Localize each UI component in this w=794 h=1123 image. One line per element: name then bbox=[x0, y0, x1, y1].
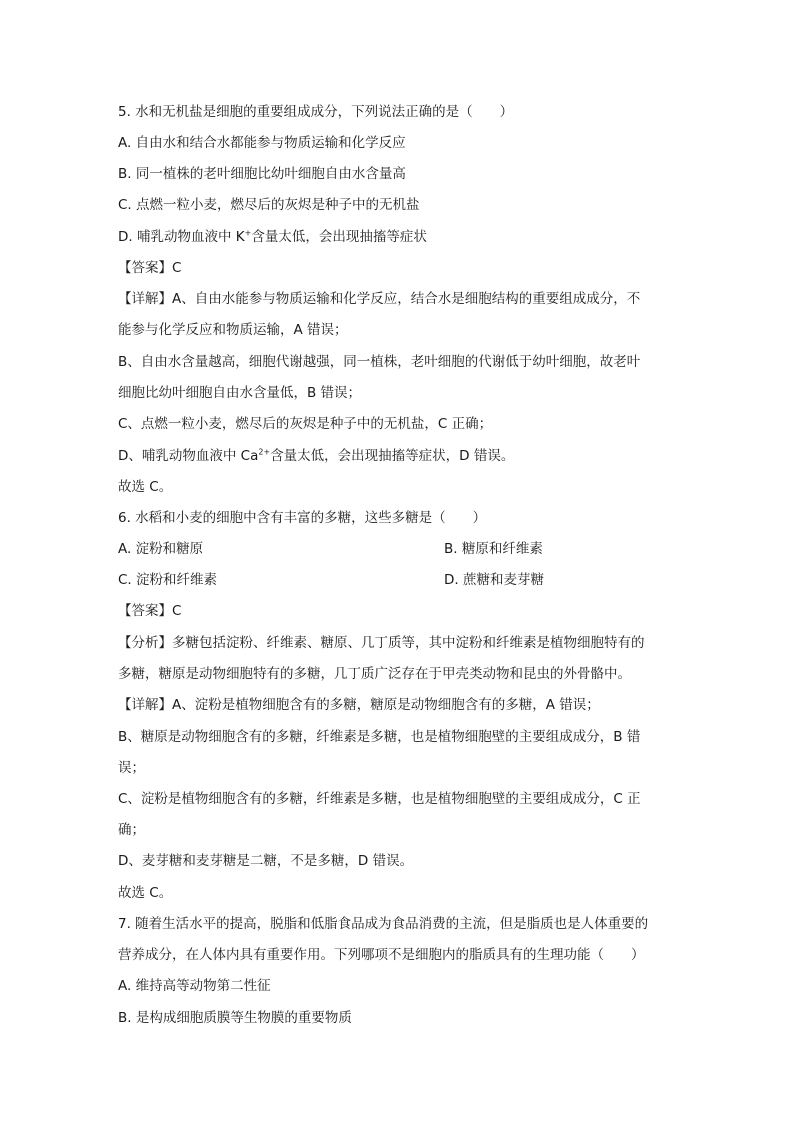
question-6-option-a: A. 淀粉和糖原 bbox=[118, 541, 204, 557]
question-6-explain-line-5: 确； bbox=[118, 822, 145, 838]
option-d-text-post: 含量太低，会出现抽搐等症状 bbox=[251, 229, 427, 245]
question-5-explain-line-4: 细胞比幼叶细胞自由水含量低，B 错误； bbox=[118, 385, 362, 401]
question-6-explain-line-4: C、淀粉是植物细胞含有的多糖，纤维素是多糖，也是植物细胞壁的主要组成成分，C 正 bbox=[118, 791, 641, 807]
question-6-option-c: C. 淀粉和纤维素 bbox=[118, 572, 218, 588]
question-7-option-b: B. 是构成细胞质膜等生物膜的重要物质 bbox=[118, 1010, 352, 1026]
question-5-explain-line-5: C、点燃一粒小麦，燃尽后的灰烬是种子中的无机盐，C 正确； bbox=[118, 416, 493, 432]
question-5-explain-line-6 bbox=[118, 447, 514, 465]
question-5-option-d bbox=[118, 228, 427, 246]
question-5-explain-line-1: 【详解】A、自由水能参与物质运输和化学反应，结合水是细胞结构的重要组成成分，不 bbox=[118, 291, 641, 307]
question-5-explain-line-3: B、自由水含量越高，细胞代谢越强，同一植株，老叶细胞的代谢低于幼叶细胞，故老叶 bbox=[118, 354, 641, 370]
question-5-answer: 【答案】C bbox=[118, 260, 182, 276]
question-6-option-d: D. 蔗糖和麦芽糖 bbox=[444, 572, 544, 588]
question-6-analysis-line-1: 【分析】多糖包括淀粉、纤维素、糖原、几丁质等，其中淀粉和纤维素是植物细胞特有的 bbox=[118, 635, 645, 651]
question-7-stem-line-2: 营养成分，在人体内具有重要作用。下列哪项不是细胞内的脂质具有的生理功能（ ） bbox=[118, 947, 645, 963]
calcium-charge: 2+ bbox=[258, 447, 271, 457]
question-6-answer: 【答案】C bbox=[118, 603, 182, 619]
question-5-option-b: B. 同一植株的老叶细胞比幼叶细胞自由水含量高 bbox=[118, 166, 406, 182]
explain-6-text-post: 含量太低，会出现抽搐等症状，D 错误。 bbox=[270, 448, 515, 464]
question-6-explain-line-3: 误； bbox=[118, 760, 145, 776]
question-6-conclusion: 故选 C。 bbox=[118, 885, 173, 901]
question-5-conclusion: 故选 C。 bbox=[118, 479, 173, 495]
potassium-charge: + bbox=[244, 228, 252, 238]
question-5-option-c: C. 点燃一粒小麦，燃尽后的灰烬是种子中的无机盐 bbox=[118, 197, 420, 213]
question-5-stem: 5. 水和无机盐是细胞的重要组成成分，下列说法正确的是（ ） bbox=[118, 104, 514, 120]
question-6-stem: 6. 水稻和小麦的细胞中含有丰富的多糖，这些多糖是（ ） bbox=[118, 510, 487, 526]
question-5-explain-line-2: 能参与化学反应和物质运输，A 错误； bbox=[118, 322, 348, 338]
question-6-explain-line-2: B、糖原是动物细胞含有的多糖，纤维素是多糖，也是植物细胞壁的主要组成成分，B 错 bbox=[118, 729, 641, 745]
question-6-explain-line-6: D、麦芽糖和麦芽糖是二糖，不是多糖，D 错误。 bbox=[118, 853, 414, 869]
question-6-analysis-line-2: 多糖，糖原是动物细胞特有的多糖，几丁质广泛存在于甲壳类动物和昆虫的外骨骼中。 bbox=[118, 666, 631, 682]
question-7-stem-line-1: 7. 随着生活水平的提高，脱脂和低脂食品成为食品消费的主流，但是脂质也是人体重要的 bbox=[118, 916, 649, 932]
question-6-explain-line-1: 【详解】A、淀粉是植物细胞含有的多糖，糖原是动物细胞含有的多糖，A 错误； bbox=[118, 697, 600, 713]
question-6-option-b: B. 糖原和纤维素 bbox=[444, 541, 543, 557]
question-7-option-a: A. 维持高等动物第二性征 bbox=[118, 978, 271, 994]
question-5-option-a: A. 自由水和结合水都能参与物质运输和化学反应 bbox=[118, 135, 406, 151]
explain-6-text-pre: D、哺乳动物血液中 Ca bbox=[118, 448, 259, 464]
option-d-text-pre: D. 哺乳动物血液中 K bbox=[118, 229, 245, 245]
